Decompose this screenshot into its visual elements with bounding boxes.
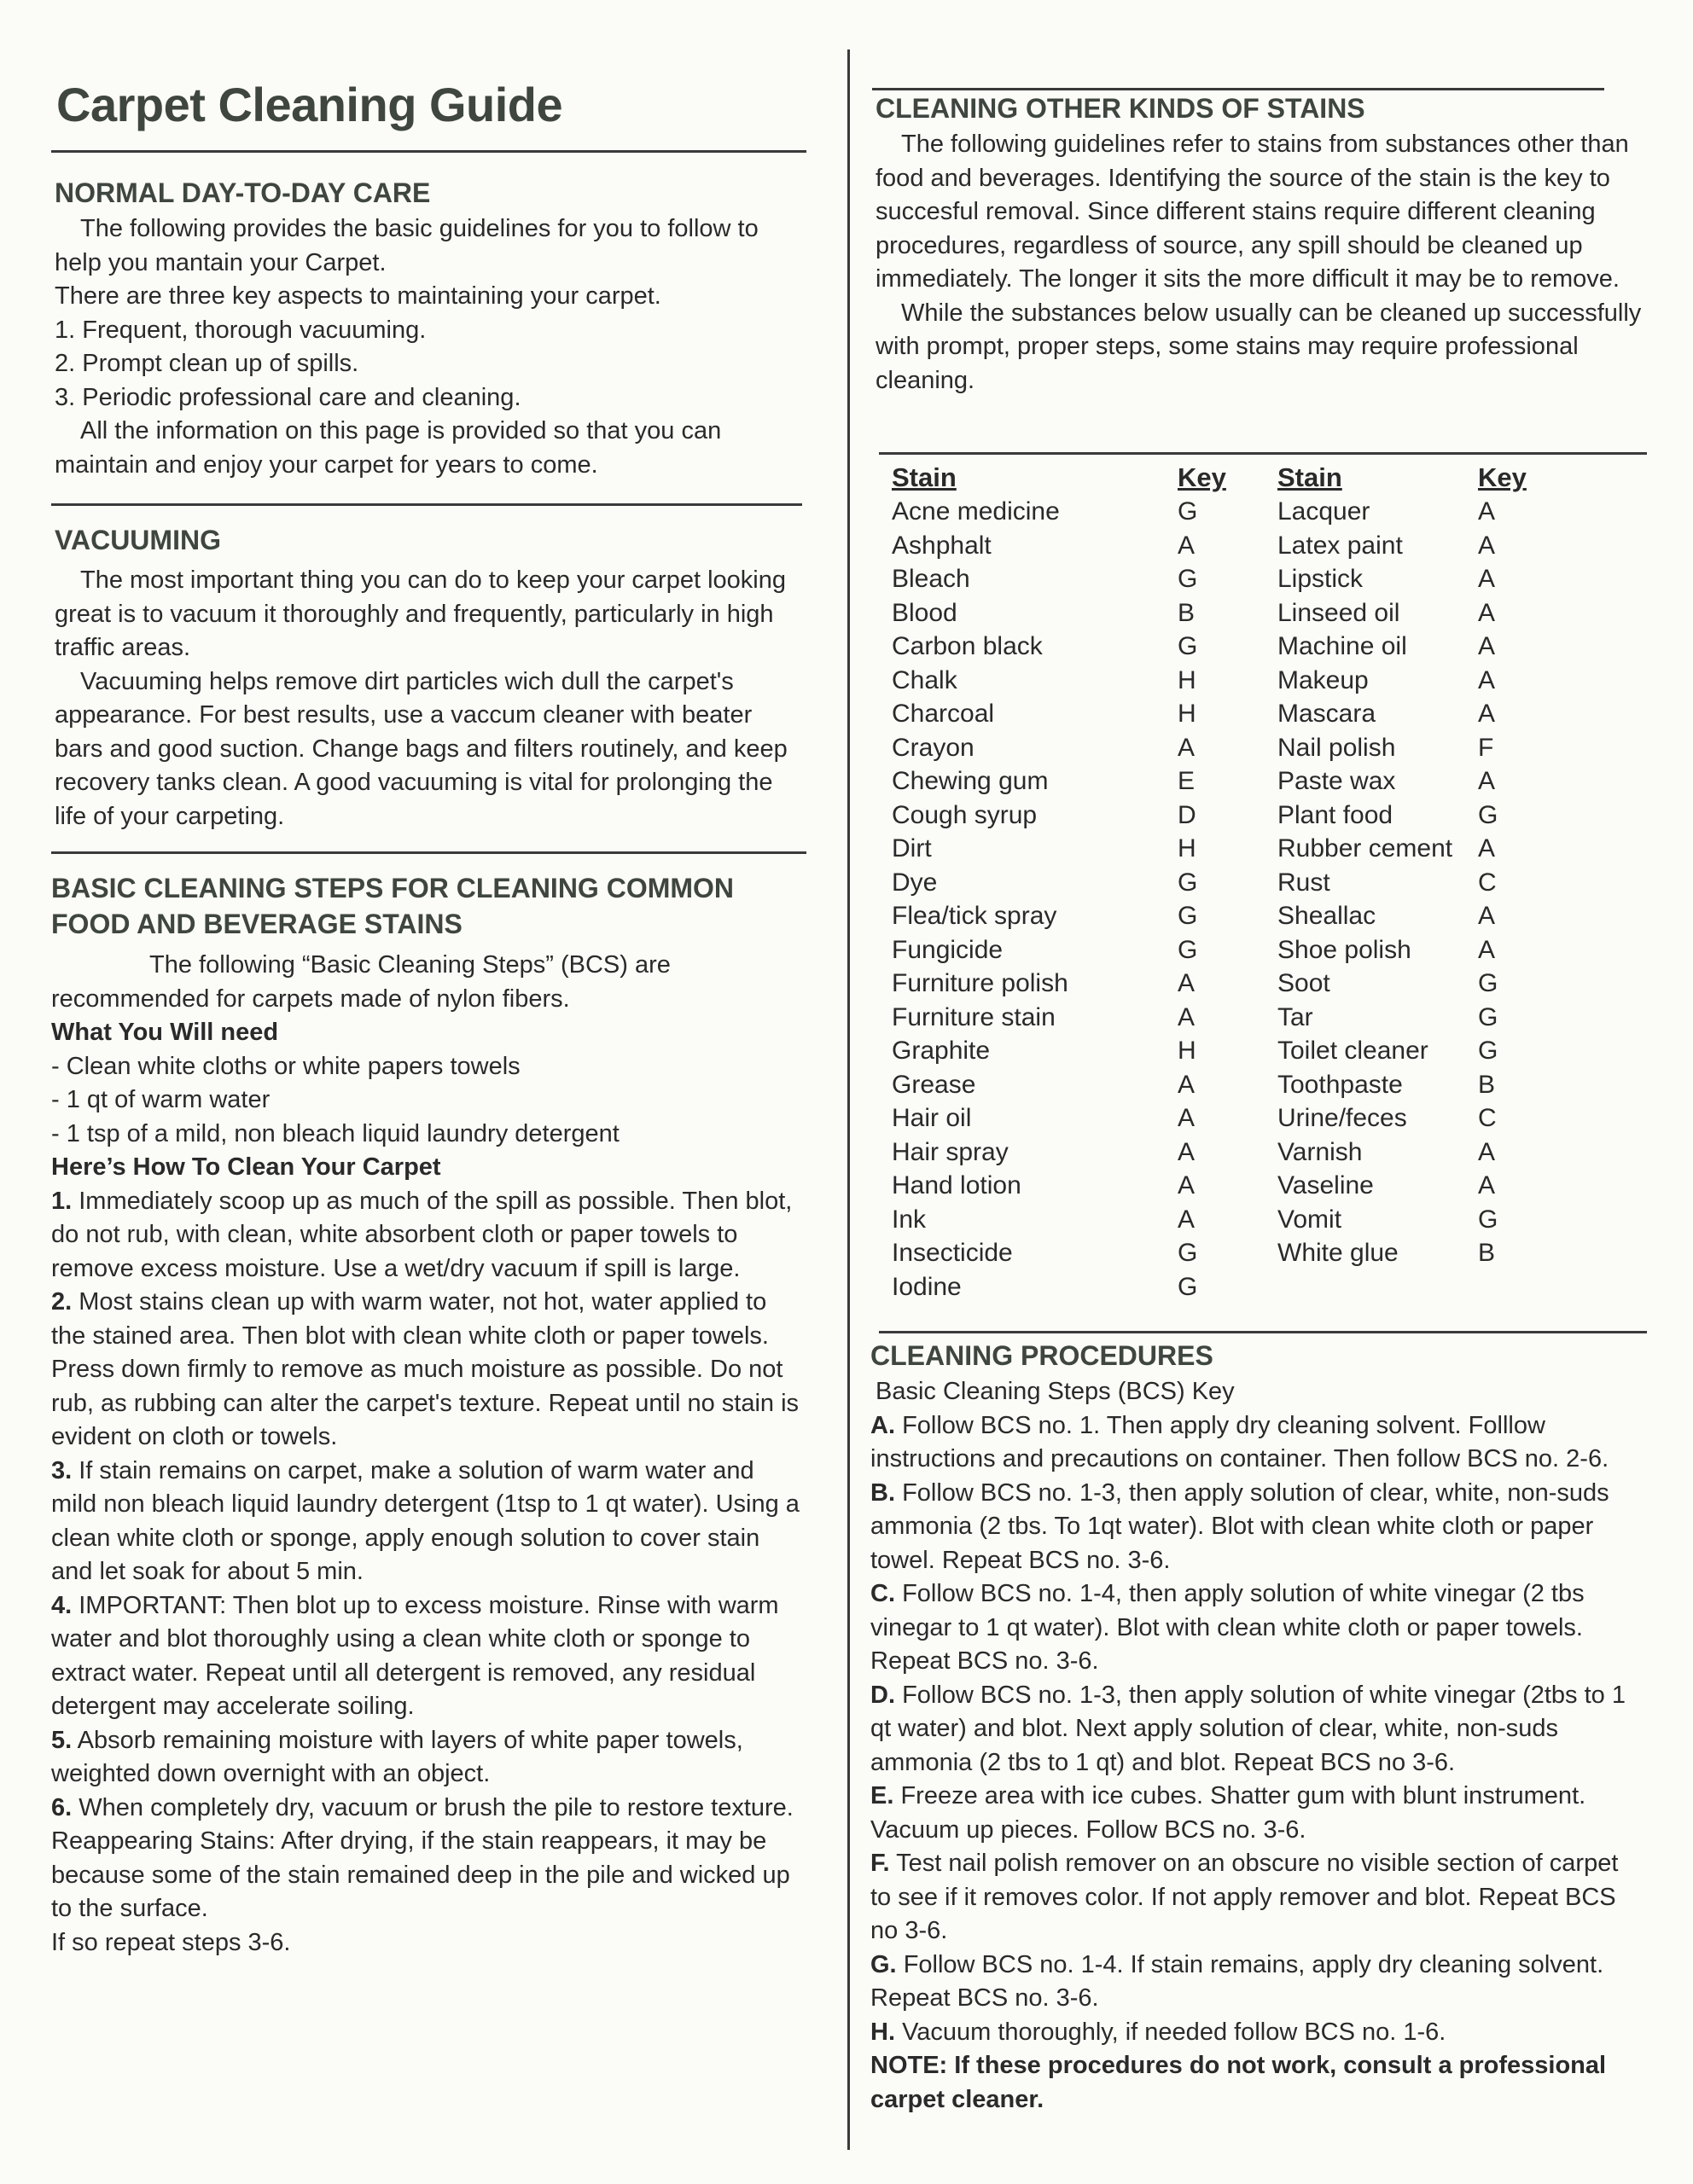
stain-key: G	[1478, 1205, 1498, 1234]
step-text: IMPORTANT: Then blot up to excess moisture. Rinse with warm water and blot thoroughly using a clean white cloth or sponge to extract water. Repeat until all detergent is removed, any residual detergent may accelerate soiling.	[51, 1591, 779, 1720]
stain-key: G	[1478, 969, 1498, 997]
procedure-key: G.	[870, 1950, 897, 1978]
stain-name: Linseed oil	[1277, 598, 1400, 627]
step-number: 5.	[51, 1726, 73, 1754]
procedure-text: Follow BCS no. 1-4, then apply solution of white vinegar (2 tbs vinegar to 1 qt water). Blot with clean white cloth or paper towels. Repeat BCS no. 3-6.	[870, 1580, 1585, 1675]
step-text: When completely dry, vacuum or brush the pile to restore texture.	[79, 1793, 794, 1821]
procedure-key: D.	[870, 1681, 895, 1709]
stain-key: A	[1478, 632, 1496, 660]
stain-key: G	[1178, 565, 1198, 593]
key-column-left	[1178, 461, 1226, 1304]
vacuuming-p1: The most important thing you can do to keep your carpet looking great is to vacuum it thoroughly and frequently, particularly in high traffic areas.	[55, 566, 786, 661]
stain-name: Hair oil	[892, 1104, 972, 1132]
stain-name: Paste wax	[1277, 767, 1396, 795]
stain-name: Latex paint	[1277, 531, 1403, 560]
stain-key: B	[1478, 1070, 1496, 1099]
table-bottom-rule	[879, 1331, 1647, 1333]
stain-name: Flea/tick spray	[892, 902, 1057, 930]
vacuuming-heading: VACUUMING	[55, 525, 221, 555]
procedure-text: Vacuum thoroughly, if needed follow BCS no. 1-6.	[902, 2018, 1446, 2046]
stain-key: A	[1178, 1070, 1196, 1099]
stain-column-left	[892, 461, 1068, 1304]
stain-key: A	[1178, 1137, 1196, 1166]
stain-key: C	[1478, 868, 1497, 897]
stain-name: Rust	[1277, 868, 1330, 897]
stain-name: Fungicide	[892, 935, 1004, 964]
stain-name: Acne medicine	[892, 497, 1060, 526]
needs-list	[51, 1050, 802, 1152]
procedures-note: NOTE: If these procedures do not work, consult a professional carpet cleaner.	[870, 2052, 1607, 2113]
stain-name: Mascara	[1277, 700, 1376, 728]
procedure-text: Follow BCS no. 1-3, then apply solution of white vinegar (2tbs to 1 qt water) and blot. Next apply solution of clear, white, non-suds ammonia (2 tbs to 1 qt) and blot. Repeat BCS no 3-6.	[870, 1681, 1626, 1776]
stain-name: Ink	[892, 1205, 927, 1234]
stain-name: Rubber cement	[1277, 834, 1453, 863]
stain-key: A	[1478, 1137, 1496, 1166]
stain-name: Chalk	[892, 665, 957, 694]
step-item	[51, 1286, 802, 1455]
stain-name: Hair spray	[892, 1137, 1009, 1166]
step-item	[51, 1185, 802, 1287]
section-rule	[51, 503, 802, 506]
procedure-item	[870, 1577, 1638, 1679]
stain-name: Cough syrup	[892, 800, 1038, 829]
how-heading: Here’s How To Clean Your Carpet	[51, 1153, 441, 1181]
need-heading: What You Will need	[51, 1019, 279, 1046]
stain-key: G	[1178, 935, 1198, 964]
reappearing-stains-note: Reappearing Stains: After drying, if the stain reappears, it may be because some of the stain remained deep in the pile and wicked up to the surface.	[51, 1827, 790, 1922]
vacuuming-body	[55, 564, 806, 834]
normal-care-closing: All the information on this page is provided so that you can maintain and enjoy your carpet for years to come.	[55, 417, 722, 479]
procedure-item	[870, 1780, 1638, 1847]
stain-key: A	[1178, 733, 1196, 762]
stain-key: G	[1178, 868, 1198, 897]
step-number: 3.	[51, 1456, 73, 1484]
key-header: Key	[1478, 462, 1527, 492]
basic-steps-intro: The following “Basic Cleaning Steps” (BCS) are recommended for carpets made of nylon fibers.	[51, 951, 671, 1013]
stain-name: Varnish	[1277, 1137, 1363, 1166]
stain-name: Dye	[892, 868, 938, 897]
repeat-steps-note: If so repeat steps 3-6.	[51, 1928, 291, 1956]
vacuuming-p2: Vacuuming helps remove dirt particles wich dull the carpet's appearance. For best results, use a vaccum cleaner with beater bars and good suction. Change bags and filters routinely, and keep recovery tanks clean. A good vacuuming is vital for prolonging the life of your carpeting.	[55, 667, 788, 830]
other-stains-p1: The following guidelines refer to stains from substances other than food and beverages. Identifying the source of the stain is the key to succesful removal. Since different stains require different cleaning procedures, regardless of source, any spill should be cleaned up immediately. The longer it sits the more difficult it may be to remove.	[876, 131, 1629, 293]
stain-name: Charcoal	[892, 700, 995, 728]
step-number: 1.	[51, 1187, 73, 1215]
procedure-list	[870, 1409, 1638, 2050]
list-item: 2. Prompt clean up of spills.	[55, 350, 359, 377]
stain-name: Bleach	[892, 565, 970, 593]
procedure-item	[870, 1477, 1638, 1578]
list-item: - Clean white cloths or white papers towels	[51, 1052, 521, 1080]
stain-key: G	[1178, 902, 1198, 930]
stain-key: A	[1478, 700, 1496, 728]
stain-key: A	[1478, 767, 1496, 795]
step-number: 4.	[51, 1591, 73, 1619]
stain-name: Ashphalt	[892, 531, 992, 560]
key-column-right	[1478, 461, 1527, 1270]
list-item: 3. Periodic professional care and cleaning.	[55, 383, 521, 411]
stain-name: Hand lotion	[892, 1171, 1021, 1199]
stain-name: Nail polish	[1277, 733, 1396, 762]
procedure-key: C.	[870, 1580, 895, 1607]
stain-key: A	[1178, 531, 1196, 560]
procedure-text: Follow BCS no. 1-4. If stain remains, apply dry cleaning solvent. Repeat BCS no. 3-6.	[870, 1950, 1604, 2012]
step-text: If stain remains on carpet, make a solution of warm water and mild non bleach liquid laundry detergent (1tsp to 1 qt water). Using a clean white cloth or sponge, apply enough solution to cover stain and let soak for about 5 min.	[51, 1456, 800, 1585]
stain-name: Vaseline	[1277, 1171, 1374, 1199]
basic-steps-body	[51, 949, 802, 1960]
other-stains-heading: CLEANING OTHER KINDS OF STAINS	[876, 93, 1365, 124]
list-item: - 1 tsp of a mild, non bleach liquid laundry detergent	[51, 1119, 620, 1147]
stain-key: A	[1478, 565, 1496, 593]
key-header: Key	[1178, 462, 1226, 492]
stain-key: A	[1478, 935, 1496, 964]
stain-name: Lacquer	[1277, 497, 1370, 526]
stain-key: A	[1178, 1171, 1196, 1199]
column-divider	[847, 49, 850, 2150]
procedure-item	[870, 1679, 1638, 1780]
stain-name: Iodine	[892, 1272, 962, 1301]
procedure-key: F.	[870, 1850, 890, 1877]
basic-steps-heading-line1: BASIC CLEANING STEPS FOR CLEANING COMMON	[51, 873, 735, 903]
procedure-key: B.	[870, 1478, 895, 1507]
list-item: - 1 qt of warm water	[51, 1086, 271, 1113]
stain-name: Graphite	[892, 1037, 991, 1065]
stain-name: Machine oil	[1277, 632, 1407, 660]
stain-name: Grease	[892, 1070, 976, 1099]
stain-name: Tar	[1277, 1002, 1313, 1031]
other-stains-body	[876, 128, 1644, 398]
step-number: 2.	[51, 1288, 73, 1316]
stain-key: A	[1478, 834, 1496, 863]
stain-name: Crayon	[892, 733, 974, 762]
stain-key: G	[1478, 800, 1498, 829]
list-item: 1. Frequent, thorough vacuuming.	[55, 316, 427, 344]
step-list	[51, 1185, 802, 1826]
procedure-item	[870, 2016, 1638, 2050]
step-item	[51, 1455, 802, 1589]
stain-name: Dirt	[892, 834, 932, 863]
stain-column-right	[1277, 461, 1452, 1270]
stain-key: A	[1478, 665, 1496, 694]
step-item	[51, 1724, 802, 1792]
stain-key: D	[1178, 800, 1196, 829]
stain-key: G	[1178, 1272, 1198, 1301]
stain-name: Carbon black	[892, 632, 1043, 660]
stain-key: H	[1178, 700, 1196, 728]
stain-key: C	[1478, 1104, 1497, 1132]
stain-key: A	[1478, 531, 1496, 560]
step-number: 6.	[51, 1793, 73, 1821]
stain-key: B	[1478, 1239, 1496, 1267]
stain-name: Insecticide	[892, 1239, 1013, 1267]
stain-key: H	[1178, 1037, 1196, 1065]
stain-name: Lipstick	[1277, 565, 1364, 593]
stain-key: G	[1478, 1002, 1498, 1031]
normal-care-aspects-list	[55, 314, 801, 415]
stain-key: F	[1478, 733, 1494, 762]
procedure-text: Follow BCS no. 1. Then apply dry cleaning solvent. Folllow instructions and precautions on container. Then follow BCS no. 2-6.	[870, 1411, 1609, 1472]
stain-name: Makeup	[1277, 665, 1369, 694]
basic-steps-heading-line2: FOOD AND BEVERAGE STAINS	[51, 909, 463, 939]
normal-care-aspects-intro: There are three key aspects to maintaining your carpet.	[55, 282, 661, 310]
stain-key: A	[1178, 1104, 1196, 1132]
stain-name: Toothpaste	[1277, 1070, 1403, 1099]
stain-key: A	[1178, 969, 1196, 997]
stain-key: G	[1178, 632, 1198, 660]
procedures-heading: CLEANING PROCEDURES	[870, 1340, 1213, 1371]
stain-name: Shoe polish	[1277, 935, 1411, 964]
step-text: Most stains clean up with warm water, not hot, water applied to the stained area. Then blot with clean white cloth or paper towels. Press down firmly to remove as much moisture as possible. Do not rub, as rubbing can alter the carpet's texture. Repeat until no stain is evident on cloth or towels.	[51, 1288, 800, 1450]
procedure-key: E.	[870, 1782, 894, 1809]
procedure-key: H.	[870, 2018, 895, 2046]
stain-name: White glue	[1277, 1239, 1399, 1267]
stain-key: G	[1478, 1037, 1498, 1065]
procedure-item	[870, 1409, 1638, 1477]
stain-key: H	[1178, 834, 1196, 863]
procedures-body	[870, 1375, 1638, 2117]
stain-name: Urine/feces	[1277, 1104, 1407, 1132]
stain-header: Stain	[1277, 462, 1342, 492]
stain-key: B	[1178, 598, 1196, 627]
basic-steps-heading	[51, 870, 734, 942]
stain-name: Furniture stain	[892, 1002, 1056, 1031]
stain-key: A	[1178, 1205, 1196, 1234]
stain-name: Furniture polish	[892, 969, 1068, 997]
procedure-text: Test nail polish remover on an obscure no visible section of carpet to see if it removes color. If not apply remover and blot. Repeat BCS no 3-6.	[870, 1850, 1619, 1944]
stain-key: A	[1478, 902, 1496, 930]
title-rule	[51, 150, 806, 153]
stain-name: Sheallac	[1277, 902, 1376, 930]
other-stains-p2: While the substances below usually can be cleaned up successfully with prompt, proper steps, some stains may require professional cleaning.	[876, 299, 1642, 394]
normal-care-body	[55, 212, 801, 482]
stain-name: Soot	[1277, 969, 1330, 997]
stain-key: A	[1178, 1002, 1196, 1031]
procedure-item	[870, 1847, 1638, 1949]
stain-key: A	[1478, 497, 1496, 526]
procedure-key: A.	[870, 1411, 895, 1439]
procedures-subheading: Basic Cleaning Steps (BCS) Key	[876, 1378, 1235, 1405]
normal-care-intro: The following provides the basic guidelines for you to follow to help you mantain your Carpet.	[55, 215, 759, 276]
stain-key: A	[1478, 598, 1496, 627]
stain-key: G	[1178, 1239, 1198, 1267]
step-text: Absorb remaining moisture with layers of white paper towels, weighted down overnight with an object.	[51, 1726, 743, 1787]
stain-name: Toilet cleaner	[1277, 1037, 1428, 1065]
section-rule	[51, 851, 806, 854]
procedure-text: Follow BCS no. 1-3, then apply solution of clear, white, non-suds ammonia (2 tbs. To 1qt water). Blot with clean white cloth or paper towel. Repeat BCS no. 3-6.	[870, 1478, 1609, 1574]
procedure-text: Freeze area with ice cubes. Shatter gum with blunt instrument. Vacuum up pieces. Follow BCS no. 3-6.	[870, 1782, 1586, 1844]
stain-name: Chewing gum	[892, 767, 1049, 795]
step-item	[51, 1589, 802, 1724]
stain-header: Stain	[892, 462, 957, 492]
stain-key: E	[1178, 767, 1196, 795]
stain-key: A	[1478, 1171, 1496, 1199]
table-top-rule	[879, 452, 1647, 455]
procedure-item	[870, 1949, 1638, 2016]
stain-name: Blood	[892, 598, 957, 627]
page-title: Carpet Cleaning Guide	[56, 78, 563, 131]
stain-key: G	[1178, 497, 1198, 526]
stain-name: Vomit	[1277, 1205, 1342, 1234]
normal-care-heading: NORMAL DAY-TO-DAY CARE	[55, 177, 431, 208]
step-text: Immediately scoop up as much of the spill as possible. Then blot, do not rub, with clean, white absorbent cloth or paper towels to remove excess moisture. Use a wet/dry vacuum if spill is large.	[51, 1187, 793, 1282]
stain-name: Plant food	[1277, 800, 1393, 829]
stain-key: H	[1178, 665, 1196, 694]
step-item	[51, 1792, 802, 1826]
